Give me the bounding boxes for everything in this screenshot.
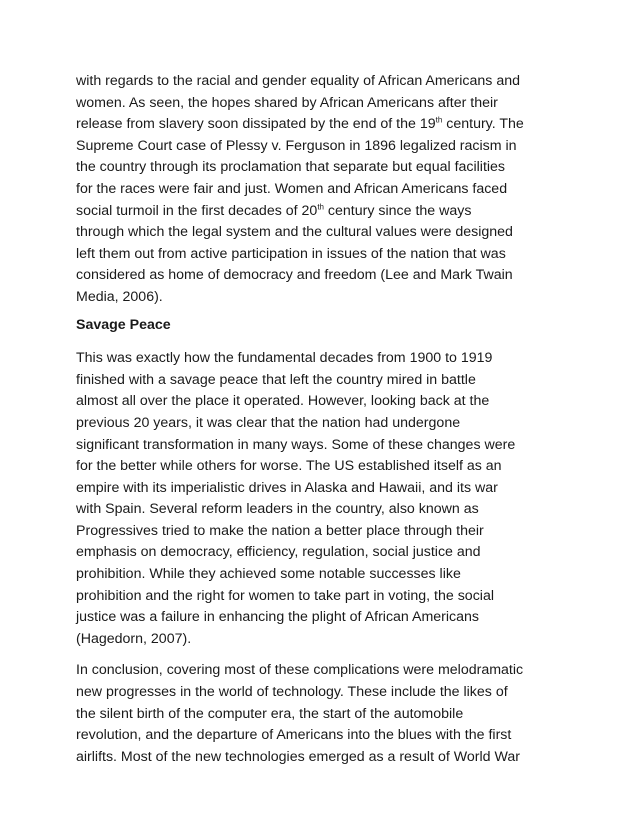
- intro-section: [76, 71, 578, 309]
- text-line: (Hagedorn, 2007).: [76, 630, 192, 647]
- text-line: finished with a savage peace that left the country mired in battle: [76, 371, 476, 388]
- superscript-ordinal: th: [435, 115, 443, 125]
- text-line: new progresses in the world of technology. These include the likes of: [76, 684, 508, 701]
- section-heading: Savage Peace: [76, 316, 171, 333]
- paragraph-intro: [76, 71, 578, 309]
- text-line: considered as home of democracy and freedom (Lee and Mark Twain: [76, 267, 513, 284]
- text-line: This was exactly how the fundamental decades from 1900 to 1919: [76, 350, 493, 367]
- text-line: Supreme Court case of Plessy v. Ferguson in 1896 legalized racism in: [76, 137, 517, 154]
- text-line: through which the legal system and the cultural values were designed: [76, 224, 513, 241]
- text-line: release from slavery soon dissipated by the end of the 19th century. The: [76, 115, 524, 133]
- text-line: Media, 2006).: [76, 288, 163, 305]
- superscript-ordinal: th: [317, 201, 324, 211]
- text-line: women. As seen, the hopes shared by African Americans after their: [76, 94, 498, 111]
- text-line: for the better while others for worse. The US established itself as an: [76, 458, 502, 475]
- paragraph-savage-peace: [76, 348, 578, 650]
- text-line: left them out from active participation in issues of the nation that was: [76, 245, 506, 262]
- paragraph-conclusion: [76, 660, 578, 768]
- text-line: empire with its imperialistic drives in Alaska and Hawaii, and its war: [76, 479, 498, 496]
- text-line: justice was a failure in enhancing the plight of African Americans: [76, 609, 479, 626]
- text-line: In conclusion, covering most of these complications were melodramatic: [76, 662, 524, 679]
- text-line: previous 20 years, it was clear that the nation had undergone: [76, 414, 461, 431]
- text-line: prohibition. While they achieved some notable successes like: [76, 566, 461, 583]
- savage-peace-section: [76, 348, 578, 768]
- text-line: the country through its proclamation that separate but equal facilities: [76, 159, 506, 176]
- text-line: emphasis on democracy, efficiency, regulation, social justice and: [76, 544, 481, 561]
- text-line: for the races were fair and just. Women and African Americans faced: [76, 180, 508, 197]
- text-line: revolution, and the departure of Americans into the blues with the first: [76, 727, 512, 744]
- text-line: with regards to the racial and gender equality of African Americans and: [76, 73, 521, 89]
- text-line: the silent birth of the computer era, the start of the automobile: [76, 705, 464, 722]
- text-line: Progressives tried to make the nation a better place through their: [76, 522, 484, 539]
- text-line: significant transformation in many ways. Some of these changes were: [76, 436, 516, 453]
- text-line: almost all over the place it operated. However, looking back at the: [76, 393, 490, 410]
- text-line: with Spain. Several reform leaders in the country, also known as: [76, 501, 479, 518]
- text-line: airlifts. Most of the new technologies emerged as a result of World War: [76, 748, 520, 765]
- text-line: prohibition and the right for women to take part in voting, the social: [76, 587, 494, 604]
- text-line: social turmoil in the first decades of 20th century since the ways: [76, 201, 472, 219]
